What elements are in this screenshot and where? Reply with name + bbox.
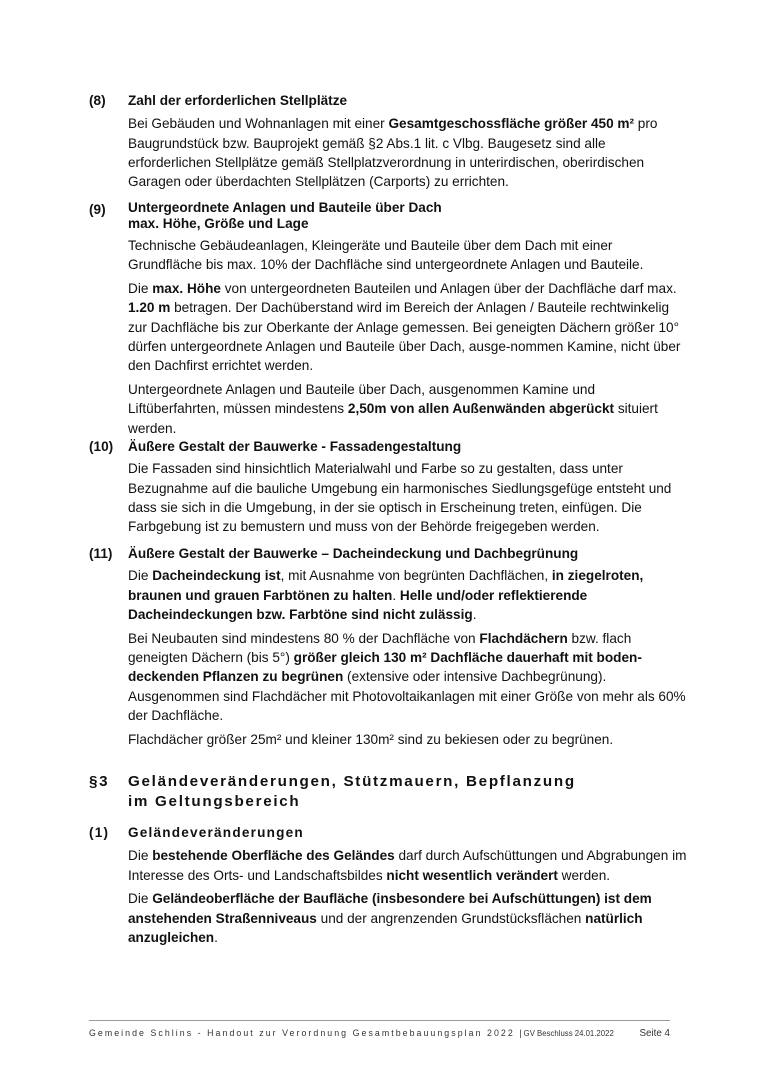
section-3-1-heading	[89, 823, 689, 842]
chapter-3-heading	[89, 772, 576, 811]
chapter-number: §3	[89, 773, 110, 790]
section-title: Untergeordnete Anlagen und Bauteile über Dach max. Höhe, Größe und Lage	[128, 200, 442, 231]
section-10-heading	[89, 437, 689, 456]
section-8-heading	[89, 91, 689, 110]
paragraph: Bei Neubauten sind mindestens 80 % der Dachfläche von Flachdächern bzw. flach geneigten Dächern (bis 5°) größer gleich 130 m² Dachfläche dauerhaft mit boden-deckenden Pflanzen zu begrünen (extensive oder intensive Dachbegrünung). Ausgenommen sind Flachdächer mit Photovoltaikanlagen mit einer Größe von mehr als 60% der Dachfläche.	[128, 630, 686, 723]
section-number: (10)	[89, 439, 114, 454]
paragraph: Bei Gebäuden und Wohnanlagen mit einer Gesamtgeschossfläche größer 450 m² pro Baugrundstück bzw. Bauprojekt gemäß §2 Abs.1 lit. c Vlbg. Baugesetz sind alle erforderlichen Stellplätze gemäß Stellplatzverordnung in unterirdischen, oberirdischen Garagen oder überdachten Stellplätzen (Carports) zu errichten.	[128, 116, 658, 190]
footer-resolution-date: GV Beschluss 24.01.2022	[523, 1029, 614, 1038]
section-title: Geländeveränderungen	[128, 825, 304, 840]
paragraph: Die Dacheindeckung ist, mit Ausnahme von begrünten Dachflächen, in ziegelroten, braunen und grauen Farbtönen zu halten. Helle und/oder reflektierende Dacheindeckungen bzw. Farbtöne sind nicht zulässig.	[128, 568, 644, 622]
paragraph: Die max. Höhe von untergeordneten Bauteilen und Anlagen über der Dachfläche darf max. 1.20 m betragen. Der Dachüberstand wird im Bereich der Anlagen / Bauteile rechtwinkelig zur Dachfläche bis zur Oberkante der Anlage gemessen. Bei geneigten Dächern größer 10° dürfen untergeordnete Anlagen und Bauteile über Dach, ausge-nommen Kamine, nicht über den Dachfirst errichtet werden.	[128, 281, 681, 374]
paragraph: Die Fassaden sind hinsichtlich Materialwahl und Farbe so zu gestalten, dass unter Bezugnahme auf die bauliche Umgebung ein harmonisches Siedlungsgefüge entsteht und dass sie sich in die Umgebung, in der sie optisch in Erscheinung treten, einfügen. Die Farbgebung ist zu bemustern und muss von der Behörde freigegeben werden.	[128, 461, 672, 535]
chapter-title: Geländeveränderungen, Stützmauern, Bepflanzung im Geltungsbereich	[128, 773, 576, 810]
footer-document-info: Gemeinde Schlins - Handout zur Verordnung Gesamtbebauungsplan 2022 |GV Beschluss 24.01.2022	[89, 1028, 614, 1038]
paragraph: Untergeordnete Anlagen und Bauteile über Dach, ausgenommen Kamine und Liftüberfahrten, müssen mindestens 2,50m von allen Außenwänden abgerückt situiert werden.	[128, 382, 658, 436]
section-8	[89, 91, 689, 196]
paragraph: Flachdächer größer 25m² und kleiner 130m² sind zu bekiesen oder zu begrünen.	[128, 731, 614, 747]
paragraph: Die bestehende Oberfläche des Geländes darf durch Aufschüttungen und Abgrabungen im Interesse des Orts- und Landschaftsbildes nicht wesentlich verändert werden.	[128, 848, 687, 883]
section-11-heading	[89, 544, 689, 563]
section-title: Äußere Gestalt der Bauwerke - Fassadengestaltung	[128, 439, 462, 454]
section-3-1	[89, 823, 689, 952]
section-title: Zahl der erforderlichen Stellplätze	[128, 93, 348, 108]
section-number: (8)	[89, 93, 106, 108]
section-11	[89, 544, 689, 753]
section-9-heading	[89, 200, 689, 232]
paragraph: Technische Gebäudeanlagen, Kleingeräte und Bauteile über dem Dach mit einer Grundfläche bis max. 10% der Dachfläche sind untergeordnete Anlagen und Bauteile.	[128, 238, 644, 273]
section-number: (9)	[89, 202, 106, 217]
section-number: (11)	[89, 546, 113, 561]
paragraph: Die Geländeoberfläche der Baufläche (insbesondere bei Aufschüttungen) ist dem anstehenden Straßenniveaus und der angrenzenden Grundstücksflächen natürlich anzugleichen.	[128, 891, 652, 945]
section-9	[89, 200, 689, 442]
section-number: (1)	[89, 825, 110, 840]
page-footer	[89, 1020, 670, 1043]
section-title: Äußere Gestalt der Bauwerke – Dacheindeckung und Dachbegrünung	[128, 546, 579, 561]
section-10	[89, 437, 689, 541]
page-number: Seite 4	[639, 1028, 670, 1039]
